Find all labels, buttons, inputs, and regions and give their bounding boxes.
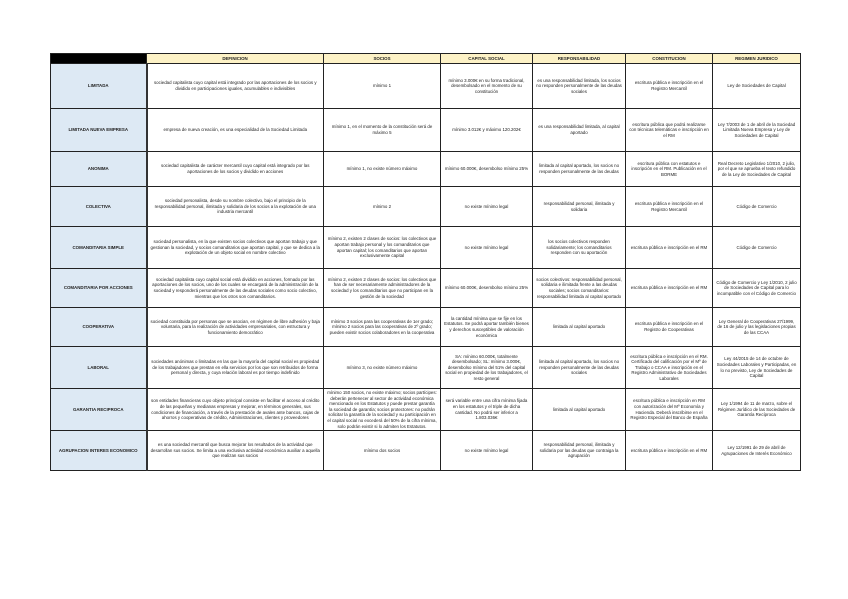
table-cell: responsabilidad personal, ilimitada y solidaria xyxy=(533,187,626,227)
table-cell: mínimo 2, existen 2 clases de socios: los colectivos que aportan trabajo personal y los comanditarios que aportan capital; los comanditarios que aportan exclusivamente capital xyxy=(324,227,441,269)
table-cell: escritura pública e inscripción en el Registro Mercantil xyxy=(626,64,713,109)
table-cell: la cantidad mínima que se fije en los Estatutos. Se podrá aportar también bienes y derechos susceptibles de valoración económica xyxy=(441,308,533,347)
table-cell: Ley 7/2003 de 1 de abril de la Sociedad Limitada Nueva Empresa y Ley de Sociedades de Capital xyxy=(713,109,801,152)
table-cell: sociedad capitalista cuyo capital social está dividido en acciones, formado por las aportaciones de los socios, uno de los cuales se encargará de la administración de la sociedad y responderá personalmente de las deudas sociales como socio colectivo, mientras que los otros son comanditarios. xyxy=(147,269,324,308)
row-header: COOPERATIVA xyxy=(51,308,147,347)
table-cell: escritura pública que podrá realizarse con técnicas telemáticas e inscripción en el RM xyxy=(626,109,713,152)
table-cell: Código de Comercio xyxy=(713,187,801,227)
table-cell: escritura pública e inscripción en el Registro Mercantil xyxy=(626,187,713,227)
table-cell: Ley 12/1991 de 29 de abril de Agrupaciones de Interés Económico xyxy=(713,431,801,471)
table-cell: escritura pública e inscripción en RM con autorización del Mº Economía y Hacienda. Deberá inscribirse en el Registro Especial del Banco de España xyxy=(626,389,713,431)
table-cell: escritura pública e inscripción en el RM xyxy=(626,227,713,269)
table-row xyxy=(51,152,801,187)
company-types-table xyxy=(50,53,801,471)
table-cell: es una responsabilidad limitada, los socios no responden personalmente de las deudas sociales xyxy=(533,64,626,109)
table-cell: será variable entre una cifra mínima fijada en los estatutos y el triple de dicha cantidad. No podrá ser inferior a 1.803.036€ xyxy=(441,389,533,431)
column-header: RESPONSABILIDAD xyxy=(533,54,626,64)
table-cell: Ley 44/2015 de 14 de octubre de Sociedades Laborales y Participadas, en lo no previsto, Ley de Sociedades de Capital xyxy=(713,347,801,389)
column-header: CONSTITUCION xyxy=(626,54,713,64)
column-header: DEFINICION xyxy=(147,54,324,64)
table-cell: sociedad personalista, desde su nombre colectivo, bajo el principio de la responsabilidad personal, ilimitada y solidaria de los socios a la explotación de una industria mercantil xyxy=(147,187,324,227)
row-header: GARANTIA RECIPROCA xyxy=(51,389,147,431)
table-cell: mínimo 150 socios, no existe máximo; socios partícipes: deberán pertenecer al sector de actividad económica mencionado en los Estatutos y puede prestar garantía la sociedad de garantía; socios protectores: no podrán solicitar la garantía de la sociedad y su participación en el capital social no excederá del 50% de la cifra mínima, solo podrán existir si lo admiten los Estatutos. xyxy=(324,389,441,431)
row-header: COMANDITARIA SIMPLE xyxy=(51,227,147,269)
table-cell: responsabilidad personal, ilimitada y solidaria por las deudas que contraiga la agrupación xyxy=(533,431,626,471)
table-cell: limitada al capital aportado, los socios no responden personalmente de las deudas sociales xyxy=(533,347,626,389)
table-cell: sociedad capitalista de carácter mercantil cuyo capital está integrado por las aportaciones de los socios y dividido en acciones xyxy=(147,152,324,187)
table-cell: escritura pública e inscripción en el Registro de Cooperativas xyxy=(626,308,713,347)
table-cell: mínimo 60.000€, desembolso mínimo 25% xyxy=(441,152,533,187)
table-cell: escritura pública con estatutos e inscripción en el RM. Publicación en el BORME xyxy=(626,152,713,187)
table-row xyxy=(51,308,801,347)
table-cell: mínimo 3.000€ en su forma tradicional, desembolsado en el momento de su constitución xyxy=(441,64,533,109)
table-row xyxy=(51,109,801,152)
table-row xyxy=(51,64,801,109)
table-cell: escritura pública e inscripción en el RM xyxy=(626,431,713,471)
table-cell: mínimo 60.000€, desembolso mínimo 25% xyxy=(441,269,533,308)
table-cell: empresa de nueva creación, es una especialidad de la Sociedad Limitada xyxy=(147,109,324,152)
table-cell: mínimo 3.012€ y máximo 120.202€ xyxy=(441,109,533,152)
table-cell: sociedades anónimas o limitadas en las que la mayoría del capital social es propiedad de los trabajadores que prestan en ella servicios por los que son retribuidos de forma personal y directa, y cuya relación laboral es por tiempo indefinido xyxy=(147,347,324,389)
table-cell: Ley de Sociedades de Capital xyxy=(713,64,801,109)
table-cell: sociedad constituida por personas que se asocian, en régimen de libre adhesión y baja voluntaria, para la realización de actividades empresariales, con estructura y funcionamiento democrático xyxy=(147,308,324,347)
table-cell: limitada al capital aportado xyxy=(533,308,626,347)
table-cell: es una responsabilidad limitada, al capital aportado xyxy=(533,109,626,152)
table-row xyxy=(51,347,801,389)
table-cell: mínimo 1, no existe número máximo xyxy=(324,152,441,187)
row-header: LIMITADA xyxy=(51,64,147,109)
column-header: SOCIOS xyxy=(324,54,441,64)
table-cell: socios colectivos: responsabilidad personal, solidaria e ilimitada frente a las deudas sociales; socios comanditarios: responsabilidad limitada al capital aportado xyxy=(533,269,626,308)
table-cell: sociedad capitalista cuyo capital está integrado por las aportaciones de los socios y dividido en participaciones iguales, acumulables e indivisibles xyxy=(147,64,324,109)
table-cell: limitada al capital aportado xyxy=(533,389,626,431)
table-cell: Ley General de Cooperativas 27/1999, de 16 de julio y las legislaciones propias de las CCAA xyxy=(713,308,801,347)
header-row xyxy=(51,54,801,64)
row-header: COLECTIVA xyxy=(51,187,147,227)
row-header: AGRUPACION INTERES ECONOMICO xyxy=(51,431,147,471)
table-cell: los socios colectivos responden solidariamente; los comanditarios responden con su aportación xyxy=(533,227,626,269)
corner-cell xyxy=(51,54,147,64)
row-header: ANONIMA xyxy=(51,152,147,187)
table-cell: no existe mínimo legal xyxy=(441,227,533,269)
table-row xyxy=(51,227,801,269)
table-cell: son entidades financieras cuyo objeto principal consiste en facilitar el acceso al crédito de las pequeñas y medianas empresas y mejorar, en términos generales, sus condiciones de financiación, a través de la prestación de avales ante bancos, cajas de ahorros y cooperativas de crédito, Administraciones, clientes y proveedores xyxy=(147,389,324,431)
row-header: COMANDITARIA POR ACCIONES xyxy=(51,269,147,308)
column-header: CAPITAL SOCIAL xyxy=(441,54,533,64)
table-cell: Real Decreto Legislativo 1/2010, 2 julio, por el que se aprueba el texto refundido de la Ley de Sociedades de Capital xyxy=(713,152,801,187)
table-cell: Ley 1/1994 de 11 de marzo, sobre el Régimen Jurídico de las Sociedades de Garantía Recíproca xyxy=(713,389,801,431)
table-cell: escritura pública e inscripción en el RM. Certificado del calificación por el Mº de Trabajo o CCAA e inscripción en el Registro Administrativo de Sociedades Laborales xyxy=(626,347,713,389)
table-cell: mínimo 1, en el momento de la constitución será de máximo 5 xyxy=(324,109,441,152)
table-cell: mínimo 2, existen 2 clases de socios: los colectivos que han de ser necesariamente administradores de la sociedad y los comanditarios que no participan en la gestión de la sociedad xyxy=(324,269,441,308)
column-header: REGIMEN JURIDICO xyxy=(713,54,801,64)
row-header: LABORAL xyxy=(51,347,147,389)
table-cell: Código de Comercio xyxy=(713,227,801,269)
table-cell: Código de Comercio y Ley 1/2010, 2 julio de Sociedades de Capital para lo incompatible con el Código de Comercio xyxy=(713,269,801,308)
table-cell: es una sociedad mercantil que busca mejorar los resultados de la actividad que desarrollan sus socios. Se limita a una exclusiva actividad económica auxiliar a aquella que realizan sus socios xyxy=(147,431,324,471)
table-cell: mínimo 2 xyxy=(324,187,441,227)
table-cell: no existe mínimo legal xyxy=(441,431,533,471)
table-cell: no existe mínimo legal xyxy=(441,187,533,227)
row-header: LIMITADA NUEVA EMPRESA xyxy=(51,109,147,152)
table-cell: mínimo 3 socios para las cooperativas de 1er grado; mínimo 2 socios para las cooperativas de 2º grado; pueden existir socios colaboradores en la cooperativa xyxy=(324,308,441,347)
table-cell: SA: mínimo 60.000€, totalmente desembolsado; SL: mínimo 3.000€, desembolso mínimo del 51% del capital social en propiedad de los trabajadores, el resto general xyxy=(441,347,533,389)
table-row xyxy=(51,187,801,227)
table-row xyxy=(51,269,801,308)
table-cell: mínimo 3, no existe número máximo xyxy=(324,347,441,389)
table-row xyxy=(51,431,801,471)
table-cell: mínimo dos socios xyxy=(324,431,441,471)
table-cell: sociedad personalista, en la que existen socios colectivos que aportan trabajo y que gestionan la sociedad, y socios comanditarios que aportan capital, y que se dedica a la explotación de un objeto social en nombre colectivo xyxy=(147,227,324,269)
table-row xyxy=(51,389,801,431)
table-cell: escritura pública e inscripción en el RM xyxy=(626,269,713,308)
table-cell: limitada al capital aportado, los socios no responden personalmente de las deudas xyxy=(533,152,626,187)
table-cell: mínimo 1 xyxy=(324,64,441,109)
